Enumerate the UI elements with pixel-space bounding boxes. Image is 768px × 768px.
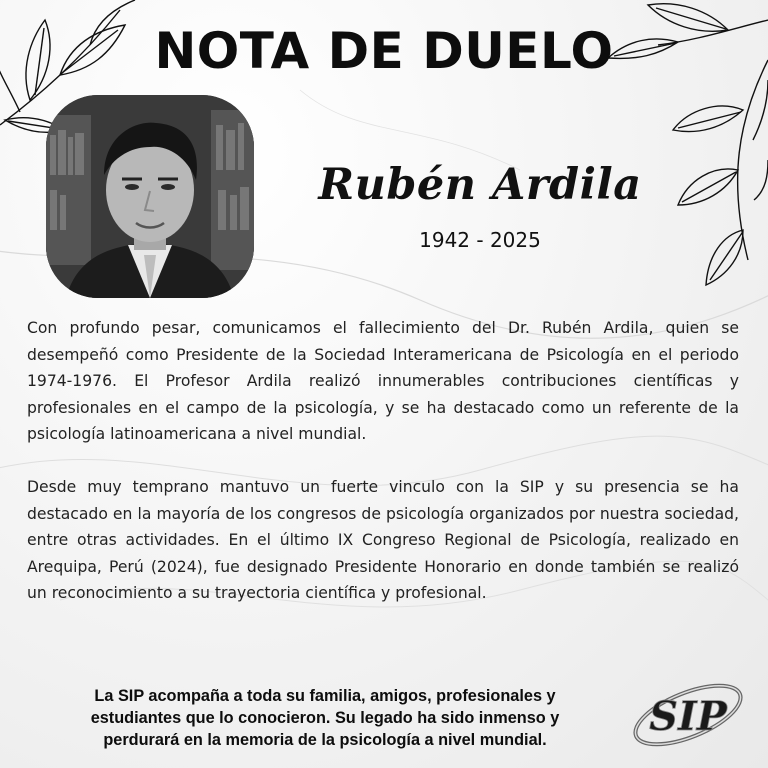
closing-line-2: estudiantes que lo conocieron. Su legado ha sido inmenso y bbox=[90, 709, 560, 727]
portrait-photo bbox=[46, 95, 254, 298]
page-title: NOTA DE DUELO bbox=[154, 22, 614, 80]
closing-line-3: perdurará en la memoria de la psicología a nivel mundial. bbox=[103, 731, 547, 749]
person-years: 1942 - 2025 bbox=[419, 228, 541, 252]
paragraph-1: Con profundo pesar, comunicamos el fallecimiento del Dr. Rubén Ardila, quien se desempeñó como Presidente de la Sociedad Interamericana de Psicología en el periodo 1974-1976. El Profesor Ardila realizó innumerables contribuciones científicas y profesionales en el campo de la psicología, y se ha destacado como un referente de la psicología latinoamericana a nivel mundial. bbox=[27, 319, 739, 444]
paragraph-2: Desde muy temprano mantuvo un fuerte vinculo con la SIP y su presencia se ha destacado en la mayoría de los congresos de psicología organizados por nuestra sociedad, entre otras actividades. En el último IX Congreso Regional de Psicología, realizado en Arequipa, Perú (2024), fue designado Presidente Honorario en donde también se realizó un reconocimiento a su trayectoria científica y profesional. bbox=[27, 477, 739, 603]
closing-line-1: La SIP acompaña a toda su familia, amigos, profesionales y bbox=[94, 687, 556, 705]
person-name: Rubén Ardila bbox=[318, 160, 642, 210]
closing-message bbox=[40, 685, 610, 751]
sip-logo-text: SIP bbox=[649, 693, 727, 740]
sip-logo bbox=[628, 672, 748, 758]
body-text bbox=[27, 315, 739, 607]
